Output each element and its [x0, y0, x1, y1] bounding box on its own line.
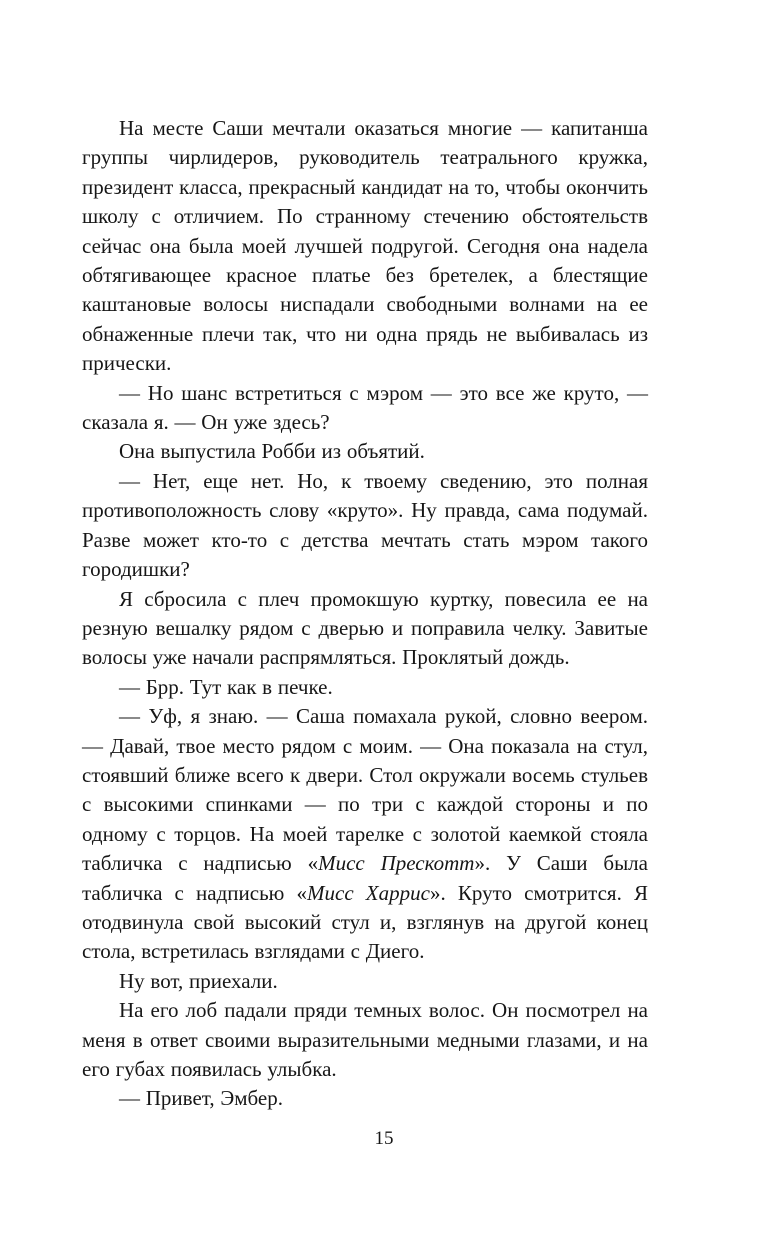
text-segment: На его лоб падали пряди темных волос. Он посмотрел на меня в ответ своими выразительными медными глазами, и на его губах появилась улыбка. — [82, 998, 648, 1081]
paragraph — [82, 467, 648, 585]
page-number: 15 — [374, 1128, 394, 1149]
text-segment: Я сбросила с плеч промокшую куртку, повесила ее на резную вешалку рядом с дверью и поправила челку. Завитые волосы уже начали распрямляться. Проклятый дождь. — [82, 586, 648, 670]
paragraph — [82, 437, 648, 466]
italic-text: Мисс Прескотт — [318, 851, 475, 876]
text-segment: — Нет, еще нет. Но, к твоему сведению, это полная противоположность слову «круто». Ну правда, сама подумай. Разве может кто-то с детства мечтать стать мэром такого городишки? — [82, 468, 648, 582]
text-segment: Ну вот, приехали. — [119, 968, 278, 993]
text-block — [82, 114, 648, 1114]
paragraph — [82, 996, 648, 1084]
text-segment: ». У Саши была табличка с надписью « — [82, 851, 648, 905]
text-segment: — Уф, я знаю. — Саша помахала рукой, словно веером. — Давай, твое место рядом с моим. — Она показала на стул, стоявший ближе всего к двери. Стол окружали восемь стульев с высокими спинками — по три с каждой стороны и по одному с торцов. На моей тарелке с золотой каемкой стояла табличка с надписью « — [82, 704, 648, 876]
paragraph — [82, 673, 648, 702]
text-segment: На месте Саши мечтали оказаться многие — капитанша группы чирлидеров, руководитель театрального кружка, президент класса, прекрасный кандидат на то, чтобы окончить школу с отличием. По странному стечению обстоятельств сейчас она была моей лучшей подругой. Сегодня она надела обтягивающее красное платье без бретелек, а блестящие каштановые волосы ниспадали свободными волнами на ее обнаженные плечи так, что ни одна прядь не выбивалась из прически. — [82, 116, 648, 376]
text-segment: Она выпустила Робби из объятий. — [119, 439, 425, 464]
paragraph — [82, 585, 648, 673]
paragraph — [82, 114, 648, 379]
text-segment: — Но шанс встретиться с мэром — это все же круто, — сказала я. — Он уже здесь? — [82, 380, 648, 435]
text-segment: ». Круто смотрится. Я отодвинула свой высокий стул и, взглянув на другой конец стола, встретилась взглядами с Диего. — [82, 880, 648, 964]
paragraph — [82, 379, 648, 438]
paragraph — [82, 1084, 648, 1113]
text-segment: — Брр. Тут как в печке. — [119, 674, 333, 699]
paragraph — [82, 967, 648, 996]
paragraph — [82, 702, 648, 967]
text-segment: — Привет, Эмбер. — [119, 1086, 283, 1111]
italic-text: Мисс Харрис — [307, 880, 430, 905]
